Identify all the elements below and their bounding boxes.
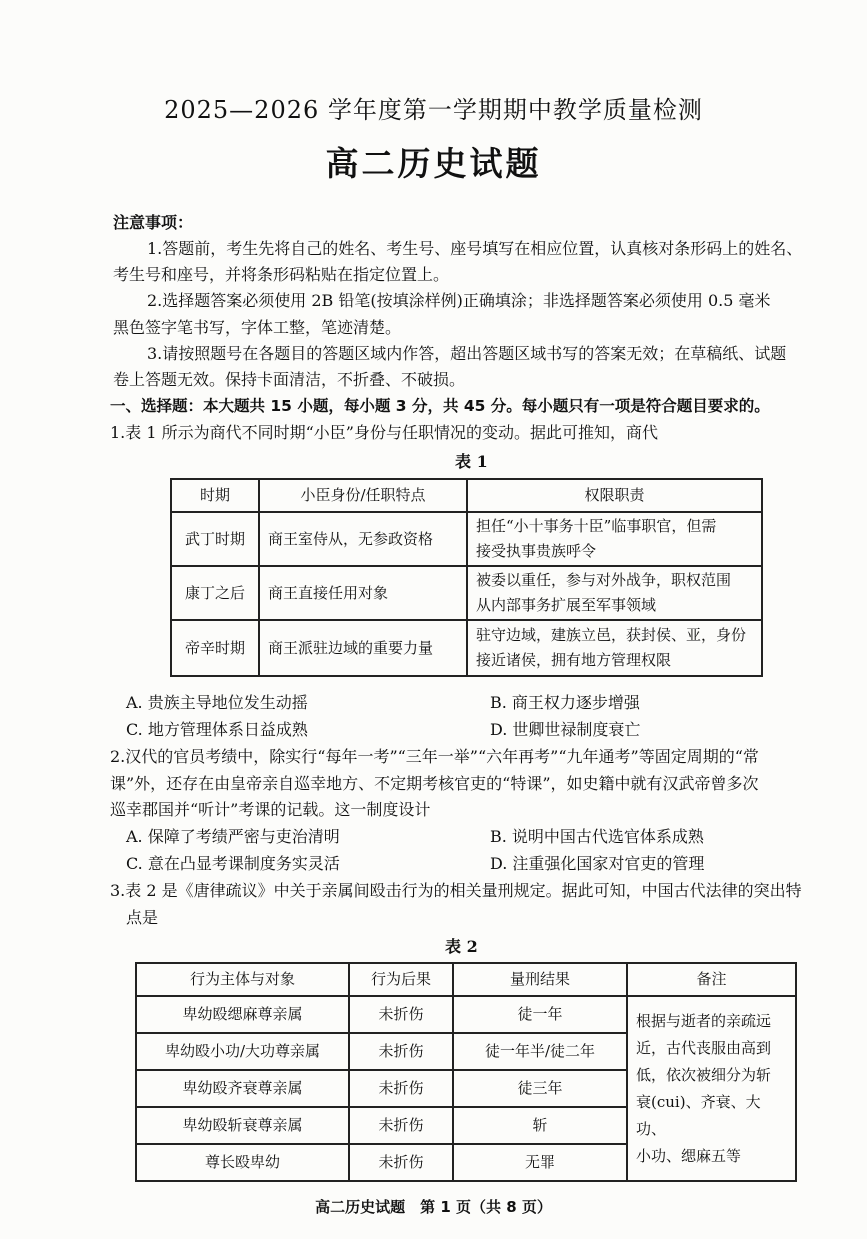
table-cell: 卑幼殴齐衰尊亲属 [136,1070,349,1107]
table-header: 行为后果 [349,963,453,996]
table-cell: 徒一年半/徒二年 [453,1033,627,1070]
table-row [171,620,762,676]
option-b[interactable]: B. 说明中国古代选官体系成熟 [490,827,704,846]
table-cell: 徒一年 [453,996,627,1033]
option-c[interactable]: C. 意在凸显考课制度务实灵活 [126,854,340,873]
table-cell: 未折伤 [349,1144,453,1181]
table-row [171,512,762,566]
option-b[interactable]: B. 商王权力逐步增强 [490,693,640,712]
question-2-stem: 巡幸郡国并“听计”考课的记载。这一制度设计 [110,800,431,819]
subject-title: 高二历史试题 [325,144,542,183]
question-2-stem: 2.汉代的官员考绩中，除实行“每年一考”“三年一举”“六年再考”“九年通考”等固定周期的“常 [110,747,759,766]
table-cell: 武丁时期 [171,512,259,566]
table-cell: 未折伤 [349,1107,453,1144]
table-2-caption: 表 2 [445,937,478,956]
table-header: 量刑结果 [453,963,627,996]
table-cell: 驻守边域，建族立邑，获封侯、亚，身份 接近诸侯，拥有地方管理权限 [467,620,762,676]
table-cell: 徒三年 [453,1070,627,1107]
question-1-stem: 1.表 1 所示为商代不同时期“小臣”身份与任职情况的变动。据此可推知，商代 [110,423,658,442]
option-a[interactable]: A. 贵族主导地位发生动摇 [126,693,308,712]
table-row [171,566,762,620]
page-footer: 高二历史试题 第 1 页（共 8 页） [315,1198,552,1216]
remark-cell: 根据与逝者的亲疏远 近，古代丧服由高到 低，依次被细分为斩 衰(cui)、齐衰、大功、 小功、缌麻五等 [627,996,796,1181]
table-cell: 尊长殴卑幼 [136,1144,349,1181]
table-cell: 未折伤 [349,996,453,1033]
table-cell: 斩 [453,1107,627,1144]
table-cell: 康丁之后 [171,566,259,620]
table-cell: 商王室侍从，无参政资格 [259,512,467,566]
table-header: 时期 [171,479,259,512]
table-header: 备注 [627,963,796,996]
table-cell: 商王派驻边域的重要力量 [259,620,467,676]
option-d[interactable]: D. 注重强化国家对官吏的管理 [490,854,705,873]
table-cell: 无罪 [453,1144,627,1181]
table-1-caption: 表 1 [455,452,488,471]
table-cell: 未折伤 [349,1070,453,1107]
table-cell: 被委以重任，参与对外战争，职权范围 从内部事务扩展至军事领域 [467,566,762,620]
note-line: 2.选择题答案必须使用 2B 铅笔(按填涂样例)正确填涂；非选择题答案必须使用 0.5 毫米 [147,291,771,310]
notes-heading: 注意事项： [113,213,194,232]
question-3-stem: 3.表 2 是《唐律疏议》中关于亲属间殴击行为的相关量刑规定。据此可知，中国古代法律的突出特 [110,881,802,900]
note-line: 卷上答题无效。保持卡面清洁，不折叠、不破损。 [113,370,466,389]
table-cell: 商王直接任用对象 [259,566,467,620]
question-2-stem: 课”外，还存在由皇帝亲自巡幸地方、不定期考核官吏的“特课”，如史籍中就有汉武帝曾多次 [110,774,759,793]
table-cell: 卑幼殴斩衰尊亲属 [136,1107,349,1144]
option-a[interactable]: A. 保障了考绩严密与吏治清明 [126,827,340,846]
table-2 [135,962,797,1182]
table-cell: 卑幼殴小功/大功尊亲属 [136,1033,349,1070]
table-cell: 担任“小十事务十臣”临事职官，但需 接受执事贵族呼令 [467,512,762,566]
question-3-stem: 点是 [126,908,159,927]
note-line: 3.请按照题号在各题目的答题区域内作答，超出答题区域书写的答案无效；在草稿纸、试题 [147,344,787,363]
note-line: 1.答题前，考生先将自己的姓名、考生号、座号填写在相应位置，认真核对条形码上的姓名、 [147,239,803,258]
note-line: 考生号和座号，并将条形码粘贴在指定位置上。 [113,265,450,284]
table-header: 权限职责 [467,479,762,512]
note-line: 黑色签字笔书写，字体工整，笔迹清楚。 [113,318,402,337]
exam-title: 2025—2026 学年度第一学期期中教学质量检测 [164,96,703,124]
table-cell: 卑幼殴缌麻尊亲属 [136,996,349,1033]
section-heading: 一、选择题：本大题共 15 小题，每小题 3 分，共 45 分。每小题只有一项是符合题目要求的。 [110,397,770,415]
option-d[interactable]: D. 世卿世禄制度衰亡 [490,720,641,739]
table-header: 小臣身份/任职特点 [259,479,467,512]
table-header: 行为主体与对象 [136,963,349,996]
table-cell: 帝辛时期 [171,620,259,676]
table-cell: 未折伤 [349,1033,453,1070]
table-row [136,996,796,1033]
table-1 [170,478,763,677]
option-c[interactable]: C. 地方管理体系日益成熟 [126,720,308,739]
